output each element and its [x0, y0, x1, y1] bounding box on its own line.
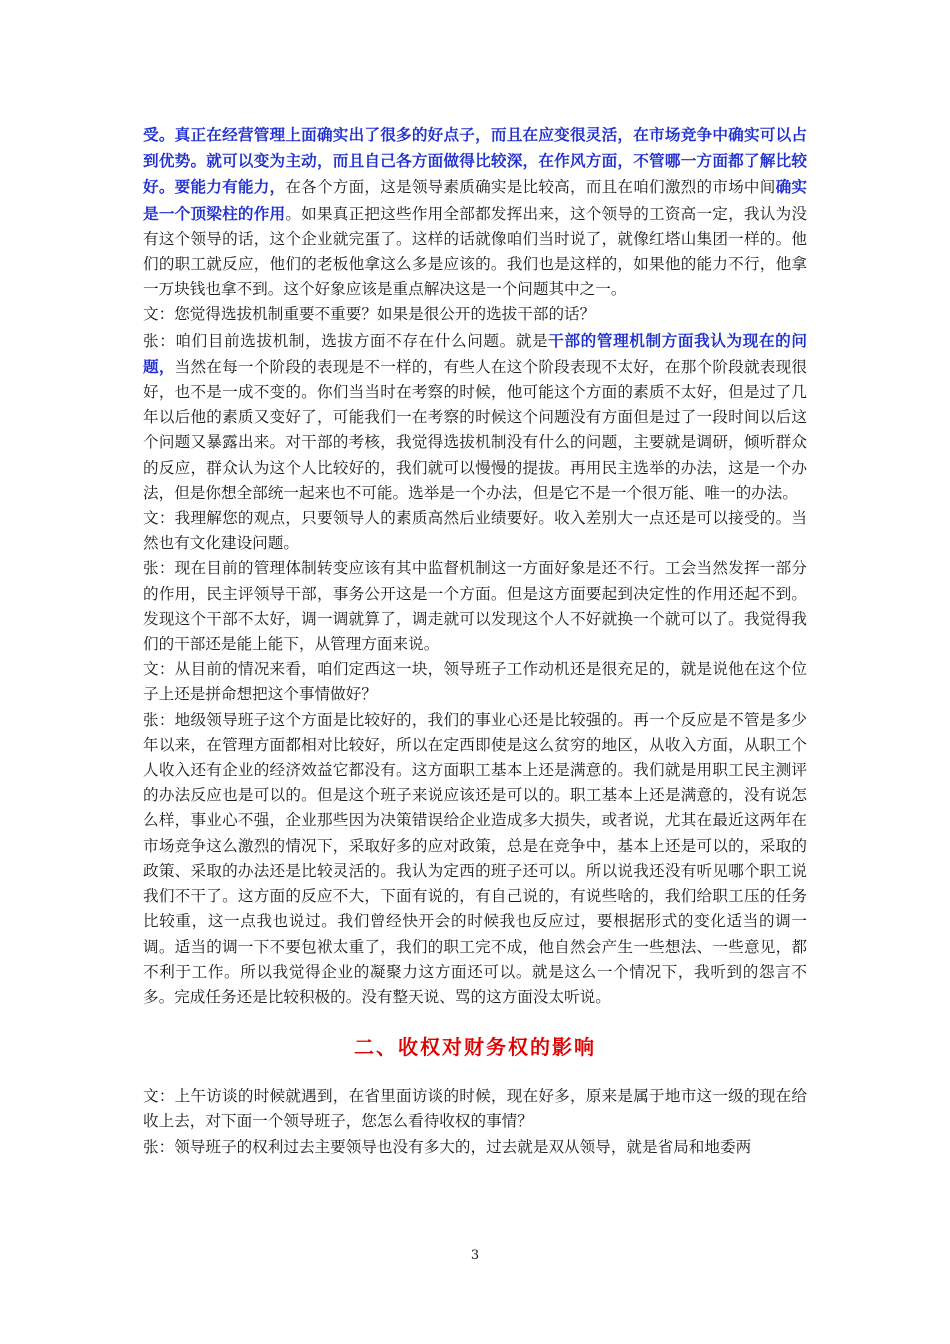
body-text-bottom	[143, 1084, 807, 1160]
paragraph	[143, 708, 807, 1010]
text-segment: 张：地级领导班子这个方面是比较好的，我们的事业心还是比较强的。再一个反应是不管是多少年以来，在管理方面都相对比较好，所以在定西即使是这么贫穷的地区，从收入方面，从职工个人收入还有企业的经济效益它都没有。这方面职工基本上还是满意的。我们就是用职工民主测评的办法反应也是可以的。但是这个班子来说应该还是可以的。职工基本上还是满意的，没有说怎么样，事业心不强，企业那些因为决策错误给企业造成多大损失，或者说，尤其在最近这两年在市场竞争这么激烈的情况下，采取好多的应对政策，总是在竞争中，基本上还是可以的，采取的政策、采取的办法还是比较灵活的。我认为定西的班子还可以。所以说我还没有听见哪个职工说我们不干了。这方面的反应不大，下面有说的，有自己说的，有说些啥的，我们给职工压的任务比较重，这一点我也说过。我们曾经快开会的时候我也反应过，要根据形式的变化适当的调一调。适当的调一下不要包袱太重了，我们的职工完不成，他自然会产生一些想法、一些意见，都不利于工作。所以我觉得企业的凝聚力这方面还可以。就是这么一个情况下，我听到的怨言不多。完成任务还是比较积极的。没有整天说、骂的这方面没太听说。	[143, 710, 807, 1006]
highlighted-text: 受。真正在经营管理上面确实出了很多的好点子，而且在应变很灵活，在市场竞争中确实可以占到优势。就可以变为主动，而且自己各方面做得比较深，在作风方面，不管哪一方面都了解比较好。要能力有能力，	[143, 125, 807, 197]
text-segment: 文：上午访谈的时候就遇到，在省里面访谈的时候，现在好多，原来是属于地市这一级的现在给收上去，对下面一个领导班子，您怎么看待收权的事情？	[143, 1087, 807, 1131]
highlighted-text: 确实是一个顶梁柱的作用	[143, 177, 807, 223]
text-segment: 张：现在目前的管理体制转变应该有其中监督机制这一方面好象是还不行。工会当然发挥一部分的作用，民主评领导干部，事务公开这是一个方面。但是这方面要起到决定性的作用还起不到。发现这个干部不太好，调一调就算了，调走就可以发现这个人不好就换一个就可以了。我觉得我们的干部还是能上能下，从管理方面来说。	[143, 559, 807, 654]
body-text-top	[143, 122, 807, 1010]
text-segment: 在各个方面，这是领导素质确实是比较高，而且在咱们激烈的市场中间	[285, 178, 776, 197]
paragraph	[143, 506, 807, 556]
document-page	[143, 122, 807, 1160]
text-segment: 文：您觉得选拔机制重要不重要？如果是很公开的选拔干部的话？	[143, 305, 596, 324]
paragraph	[143, 1135, 807, 1160]
section-heading: 二、收权对财务权的影响	[354, 1035, 596, 1060]
paragraph	[143, 556, 807, 657]
paragraph	[143, 657, 807, 707]
paragraph	[143, 1084, 807, 1134]
paragraph	[143, 302, 807, 327]
paragraph	[143, 328, 807, 506]
text-segment: 文：从目前的情况来看，咱们定西这一块，领导班子工作动机还是很充足的，就是说他在这个位子上还是拼命想把这个事情做好？	[143, 660, 807, 704]
text-segment: 张：领导班子的权利过去主要领导也没有多大的，过去就是双从领导，就是省局和地委两	[143, 1137, 752, 1156]
text-segment: 张：咱们目前选拔机制，选拔方面不存在什么问题。就是	[143, 331, 549, 350]
text-segment: 当然在每一个阶段的表现是不一样的，有些人在这个阶段表现不太好，在那个阶段就表现很好，也不是一成不变的。你们当当时在考察的时候，他可能这个方面的素质不太好，但是过了几年以后他的素质又变好了，可能我们一在考察的时候这个问题没有方面但是过了一段时间以后这个问题又暴露出来。对干部的考核，我觉得选拔机制没有什么的问题，主要就是调研，倾听群众的反应，群众认为这个人比较好的，我们就可以慢慢的提拔。再用民主选举的办法，这是一个办法，但是你想全部统一起来也不可能。选举是一个办法，但是它不是一个很万能、唯一的办法。	[143, 357, 807, 502]
paragraph	[143, 122, 807, 302]
page-number: 3	[470, 1248, 480, 1263]
highlighted-text: 干部的管理机制方面我认为现在的问题，	[143, 330, 807, 376]
text-segment: 。如果真正把这些作用全部都发挥出来，这个领导的工资高一定，我认为没有这个领导的话，这个企业就完蛋了。这样的话就像咱们当时说了，就像红塔山集团一样的。他们的职工就反应，他们的老板他拿这么多是应该的。我们也是这样的，如果他的能力不行，他拿一万块钱也拿不到。这个好象应该是重点解决这是一个问题其中之一。	[143, 204, 807, 299]
text-segment: 文：我理解您的观点，只要领导人的素质高然后业绩要好。收入差别大一点还是可以接受的。当然也有文化建设问题。	[143, 509, 807, 553]
